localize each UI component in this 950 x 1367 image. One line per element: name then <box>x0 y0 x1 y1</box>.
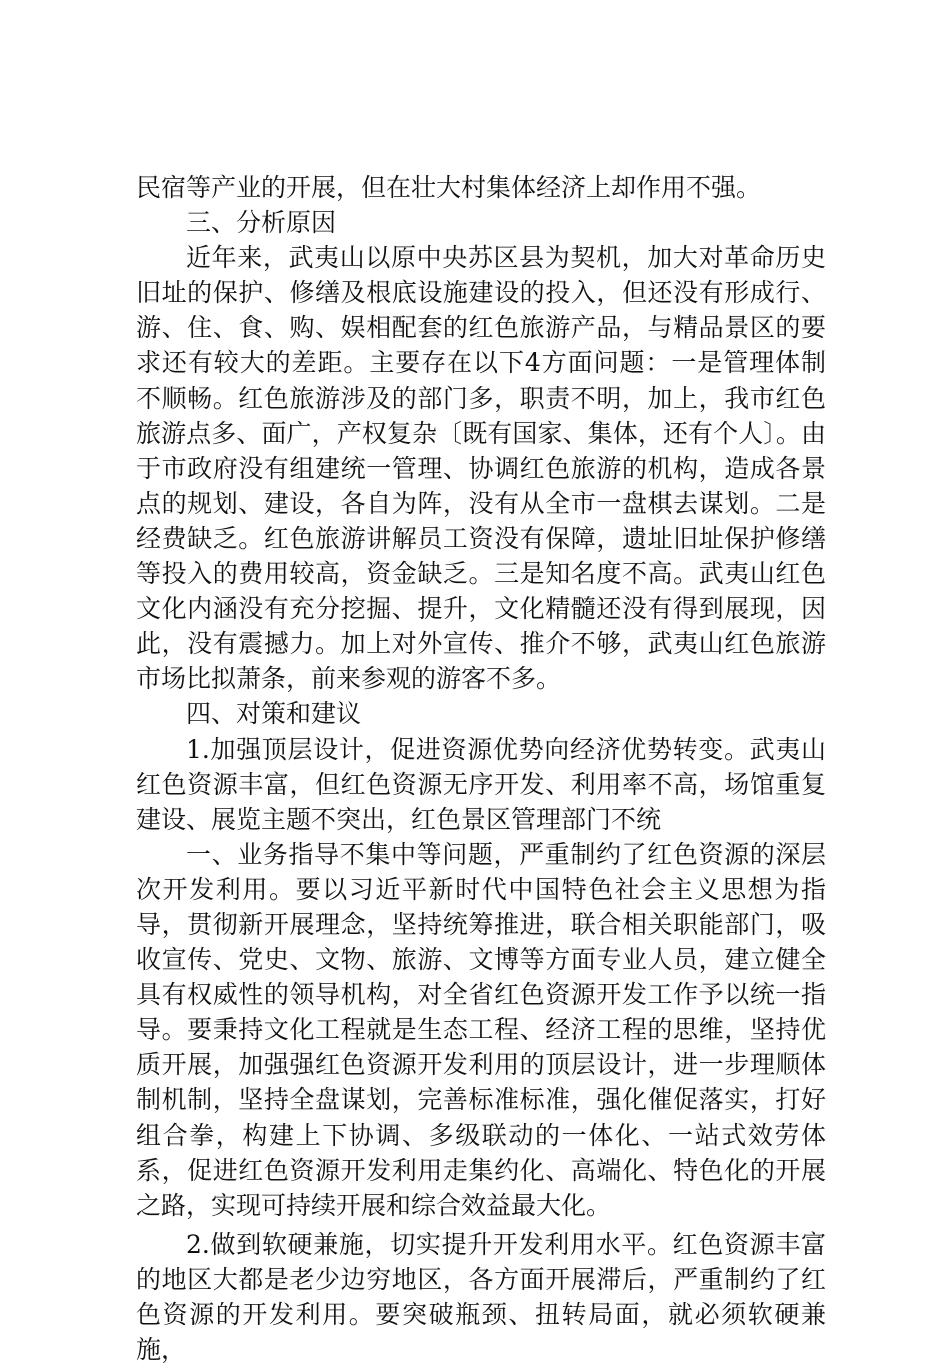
paragraph-analysis: 近年来，武夷山以原中央苏区县为契机，加大对革命历史旧址的保护、修缮及根底设施建设的投入，但还没有形成行、游、住、食、购、娱相配套的红色旅游产品，与精品景区的要求还有较大的差距。主要存在以下4方面问题：一是管理体制不顺畅。红色旅游涉及的部门多，职责不明，加上，我市红色旅游点多、面广，产权复杂〔既有国家、集体，还有个人〕。由于市政府没有组建统一管理、协调红色旅游的机构，造成各景点的规划、建设，各自为阵，没有从全市一盘棋去谋划。二是经费缺乏。红色旅游讲解员工资没有保障，遗址旧址保护修缮等投入的费用较高，资金缺乏。三是知名度不高。武夷山红色文化内涵没有充分挖掘、提升，文化精髓还没有得到展现，因此，没有震撼力。加上对外宣传、推介不够，武夷山红色旅游市场比拟萧条，前来参观的游客不多。 <box>136 243 826 694</box>
paragraph-measure-1: 1.加强顶层设计，促进资源优势向经济优势转变。武夷山红色资源丰富，但红色资源无序开发、利用率不高，场馆重复建设、展览主题不突出，红色景区管理部门不统 <box>136 734 826 834</box>
section-heading-measures: 四、对策和建议 <box>186 699 362 729</box>
section-heading-analysis: 三、分析原因 <box>186 208 337 238</box>
paragraph-measure-2: 2.做到软硬兼施，切实提升开发利用水平。红色资源丰富的地区大都是老少边穷地区，各方面开展滞后，严重制约了红色资源的开发利用。要突破瓶颈、扭转局面，就必须软硬兼施， <box>136 1229 826 1365</box>
paragraph-continuation: 民宿等产业的开展，但在壮大村集体经济上却作用不强。 <box>136 173 762 202</box>
document-body <box>136 170 826 1367</box>
paragraph-measure-1-cont: 一、业务指导不集中等问题，严重制约了红色资源的深层次开发利用。要以习近平新时代中国特色社会主义思想为指导，贯彻新开展理念，坚持统筹推进，联合相关职能部门，吸收宣传、党史、文物、旅游、文博等方面专业人员，建立健全具有权威性的领导机构，对全省红色资源开发工作予以统一指导。要秉持文化工程就是生态工程、经济工程的思维，坚持优质开展，加强强红色资源开发利用的顶层设计，进一步理顺体制机制，坚持全盘谋划，完善标准标准，强化催促落实，打好组合拳，构建上下协调、多级联动的一体化、一站式效劳体系，促进红色资源开发利用走集约化、高端化、特色化的开展之路，实现可持续开展和综合效益最大化。 <box>136 839 826 1220</box>
